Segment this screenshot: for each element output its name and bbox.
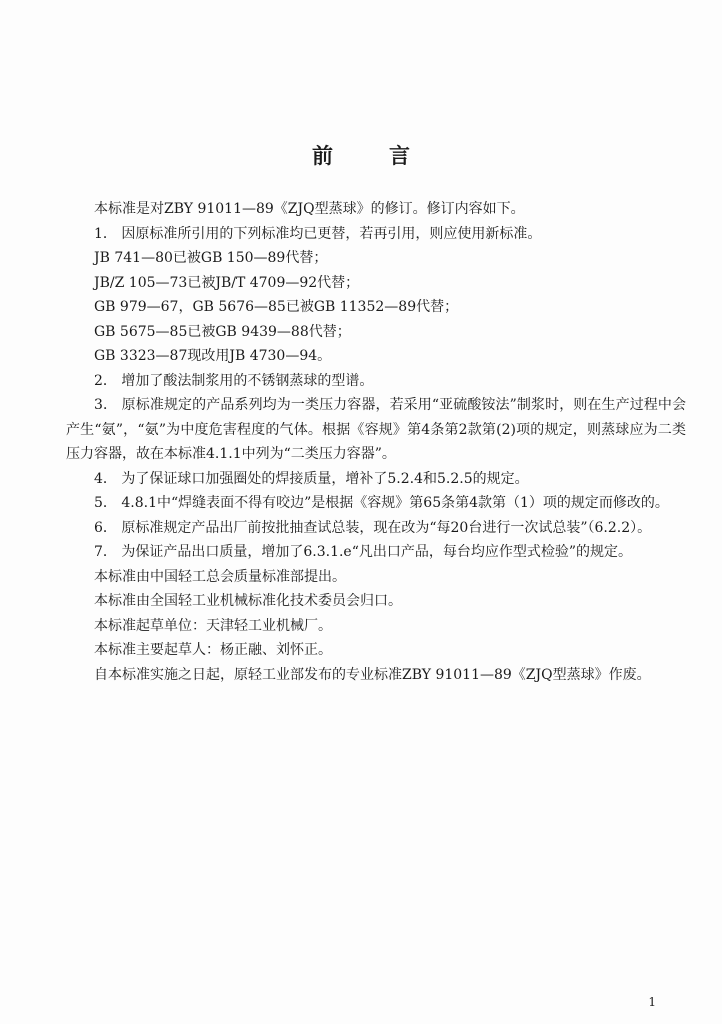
title-char-1: 前 (312, 143, 333, 168)
drafting-unit-statement: 本标准起草单位：天津轻工业机械厂。 (94, 617, 332, 634)
standard-replacement-3: GB 979—67，GB 5676—85已被GB 11352—89代替； (94, 299, 459, 315)
standard-replacement-4: GB 5675—85已被GB 9439—88代替； (94, 323, 351, 340)
intro-paragraph: 本标准是对ZBY 91011—89《ZJQ型蒸球》的修订。修订内容如下。 (94, 201, 525, 217)
standard-replacement-2: JB/Z 105—73已被JB/T 4709—92代替； (94, 274, 360, 291)
proposer-statement: 本标准由中国轻工总会质量标准部提出。 (94, 568, 346, 585)
list-item-2: 2． 增加了酸法制浆用的不锈钢蒸球的型谱。 (94, 372, 374, 389)
list-item-4: 4． 为了保证球口加强圈处的焊接质量，增补了5.2.4和5.2.5的规定。 (94, 470, 529, 487)
title-char-2: 言 (389, 143, 410, 168)
list-item-6: 6． 原标准规定产品出厂前按批抽查试总装，现在改为“每20台进行一次试总装”（6.2.2）。 (94, 519, 652, 536)
abolish-statement: 自本标准实施之日起，原轻工业部发布的专业标准ZBY 91011—89《ZJQ型蒸球》作废。 (94, 666, 651, 683)
standard-replacement-1: JB 741—80已被GB 150—89代替； (94, 250, 328, 266)
page-title (0, 140, 722, 170)
page-number: 1 (648, 995, 656, 1009)
list-item-3: 3． 原标准规定的产品系列均为一类压力容器，若采用“亚硫酸铵法”制浆时，则在生产过程中会产生“氨”，“氨”为中度危害程度的气体。根据《容规》第4条第2款第(2)项的规定，则蒸球应为二类压力容器，故在本标准4.1.1中列为“二类压力容器”。 (66, 397, 686, 462)
list-item-7: 7． 为保证产品出口质量，增加了6.3.1.e“凡出口产品，每台均应作型式检验”的规定。 (94, 544, 633, 560)
standard-replacement-5: GB 3323—87现改用JB 4730—94。 (94, 348, 332, 364)
document-body (66, 197, 686, 687)
list-item-5: 5． 4.8.1中“焊缝表面不得有咬边”是根据《容规》第65条第4款第（1）项的规定而修改的。 (94, 495, 669, 511)
drafters-statement: 本标准主要起草人：杨正融、刘怀正。 (94, 642, 332, 658)
committee-statement: 本标准由全国轻工业机械标准化技术委员会归口。 (94, 593, 402, 609)
list-item-1: 1． 因原标准所引用的下列标准均已更替，若再引用，则应使用新标准。 (94, 225, 542, 242)
